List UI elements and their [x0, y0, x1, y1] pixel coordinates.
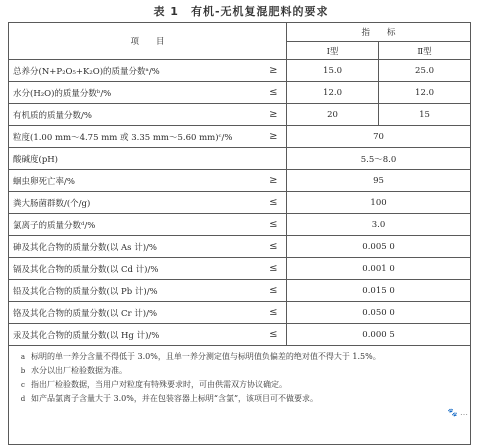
row-item: 镉及其化合物的质量分数(以 Cd 计)/%: [9, 258, 261, 280]
requirements-table: [8, 22, 471, 445]
row-value: 0.005 0: [287, 236, 471, 258]
row-value: 95: [287, 170, 471, 192]
row-value-type1: 15.0: [287, 60, 379, 82]
row-item: 蛔虫卵死亡率/%: [9, 170, 261, 192]
table-row: [9, 258, 471, 280]
row-value: 0.015 0: [287, 280, 471, 302]
row-value: 3.0: [287, 214, 471, 236]
row-value: 100: [287, 192, 471, 214]
footnote-mark: b: [20, 367, 26, 375]
row-operator: ≤: [261, 214, 287, 236]
table-row: [9, 60, 471, 82]
row-value-type1: 20: [287, 104, 379, 126]
row-value-type1: 12.0: [287, 82, 379, 104]
footnote: [15, 378, 464, 392]
notes-row: [9, 346, 471, 445]
row-operator: ≤: [261, 82, 287, 104]
row-item: 粒度(1.00 mm～4.75 mm 或 3.35 mm～5.60 mm)ᶜ/%: [9, 126, 261, 148]
row-value: 70: [287, 126, 471, 148]
row-operator: ≤: [261, 280, 287, 302]
row-item: 汞及其化合物的质量分数(以 Hg 计)/%: [9, 324, 261, 346]
header-type2: Ⅱ型: [379, 42, 471, 60]
row-operator: ≥: [261, 170, 287, 192]
footnote-mark: d: [20, 395, 26, 403]
row-item: 铅及其化合物的质量分数(以 Pb 计)/%: [9, 280, 261, 302]
footnote-text: 如产品氯离子含量大于 3.0%，并在包装容器上标明“含氯”，该项目可不做要求。: [31, 394, 319, 403]
row-operator: ≥: [261, 104, 287, 126]
row-value: 0.050 0: [287, 302, 471, 324]
watermark: 🐾 …: [447, 408, 468, 417]
footnote: [15, 350, 464, 364]
row-operator: ≥: [261, 60, 287, 82]
row-item: 水分(H₂O)的质量分数ᵇ/%: [9, 82, 261, 104]
row-value: 0.000 5: [287, 324, 471, 346]
header-type1: Ⅰ型: [287, 42, 379, 60]
footnote: [15, 364, 464, 378]
footnote: [15, 392, 464, 406]
row-operator: ≤: [261, 192, 287, 214]
footnote-text: 标明的单一养分含量不得低于 3.0%，且单一养分测定值与标明值负偏差的绝对值不得大于 1.5%。: [31, 352, 381, 361]
row-operator: [261, 148, 287, 170]
table-row: [9, 236, 471, 258]
footnote-text: 水分以出厂检验数据为准。: [31, 366, 127, 375]
footnote-mark: a: [20, 353, 26, 361]
table-title: 表 1 有机-无机复混肥料的要求: [153, 5, 329, 18]
row-item: 有机质的质量分数/%: [9, 104, 261, 126]
header-item: 项 目: [9, 23, 287, 60]
row-value: 5.5～8.0: [287, 148, 471, 170]
table-row: [9, 82, 471, 104]
row-item: 酸碱度(pH): [9, 148, 261, 170]
footnotes: [9, 346, 471, 445]
table-row: [9, 126, 471, 148]
table-row: [9, 302, 471, 324]
row-item: 总养分(N+P₂O₅+K₂O)的质量分数ᵃ/%: [9, 60, 261, 82]
row-item: 氯离子的质量分数ᵈ/%: [9, 214, 261, 236]
table-row: [9, 104, 471, 126]
table-row: [9, 214, 471, 236]
row-operator: ≤: [261, 324, 287, 346]
row-item: 粪大肠菌群数/(个/g): [9, 192, 261, 214]
row-operator: ≤: [261, 302, 287, 324]
table-row: [9, 148, 471, 170]
header-indicator: 指 标: [287, 23, 471, 42]
table-row: [9, 280, 471, 302]
row-operator: ≤: [261, 236, 287, 258]
row-value-type2: 12.0: [379, 82, 471, 104]
row-operator: ≥: [261, 126, 287, 148]
table-row: [9, 170, 471, 192]
row-value: 0.001 0: [287, 258, 471, 280]
table-row: [9, 192, 471, 214]
row-operator: ≤: [261, 258, 287, 280]
row-item: 铬及其化合物的质量分数(以 Cr 计)/%: [9, 302, 261, 324]
row-item: 砷及其化合物的质量分数(以 As 计)/%: [9, 236, 261, 258]
footnote-mark: c: [21, 381, 25, 389]
header-row-1: [9, 23, 471, 42]
row-value-type2: 25.0: [379, 60, 471, 82]
row-value-type2: 15: [379, 104, 471, 126]
table-row: [9, 324, 471, 346]
footnote-text: 指出厂检验数据，当用户对粒度有特殊要求时，可由供需双方协议确定。: [31, 380, 287, 389]
